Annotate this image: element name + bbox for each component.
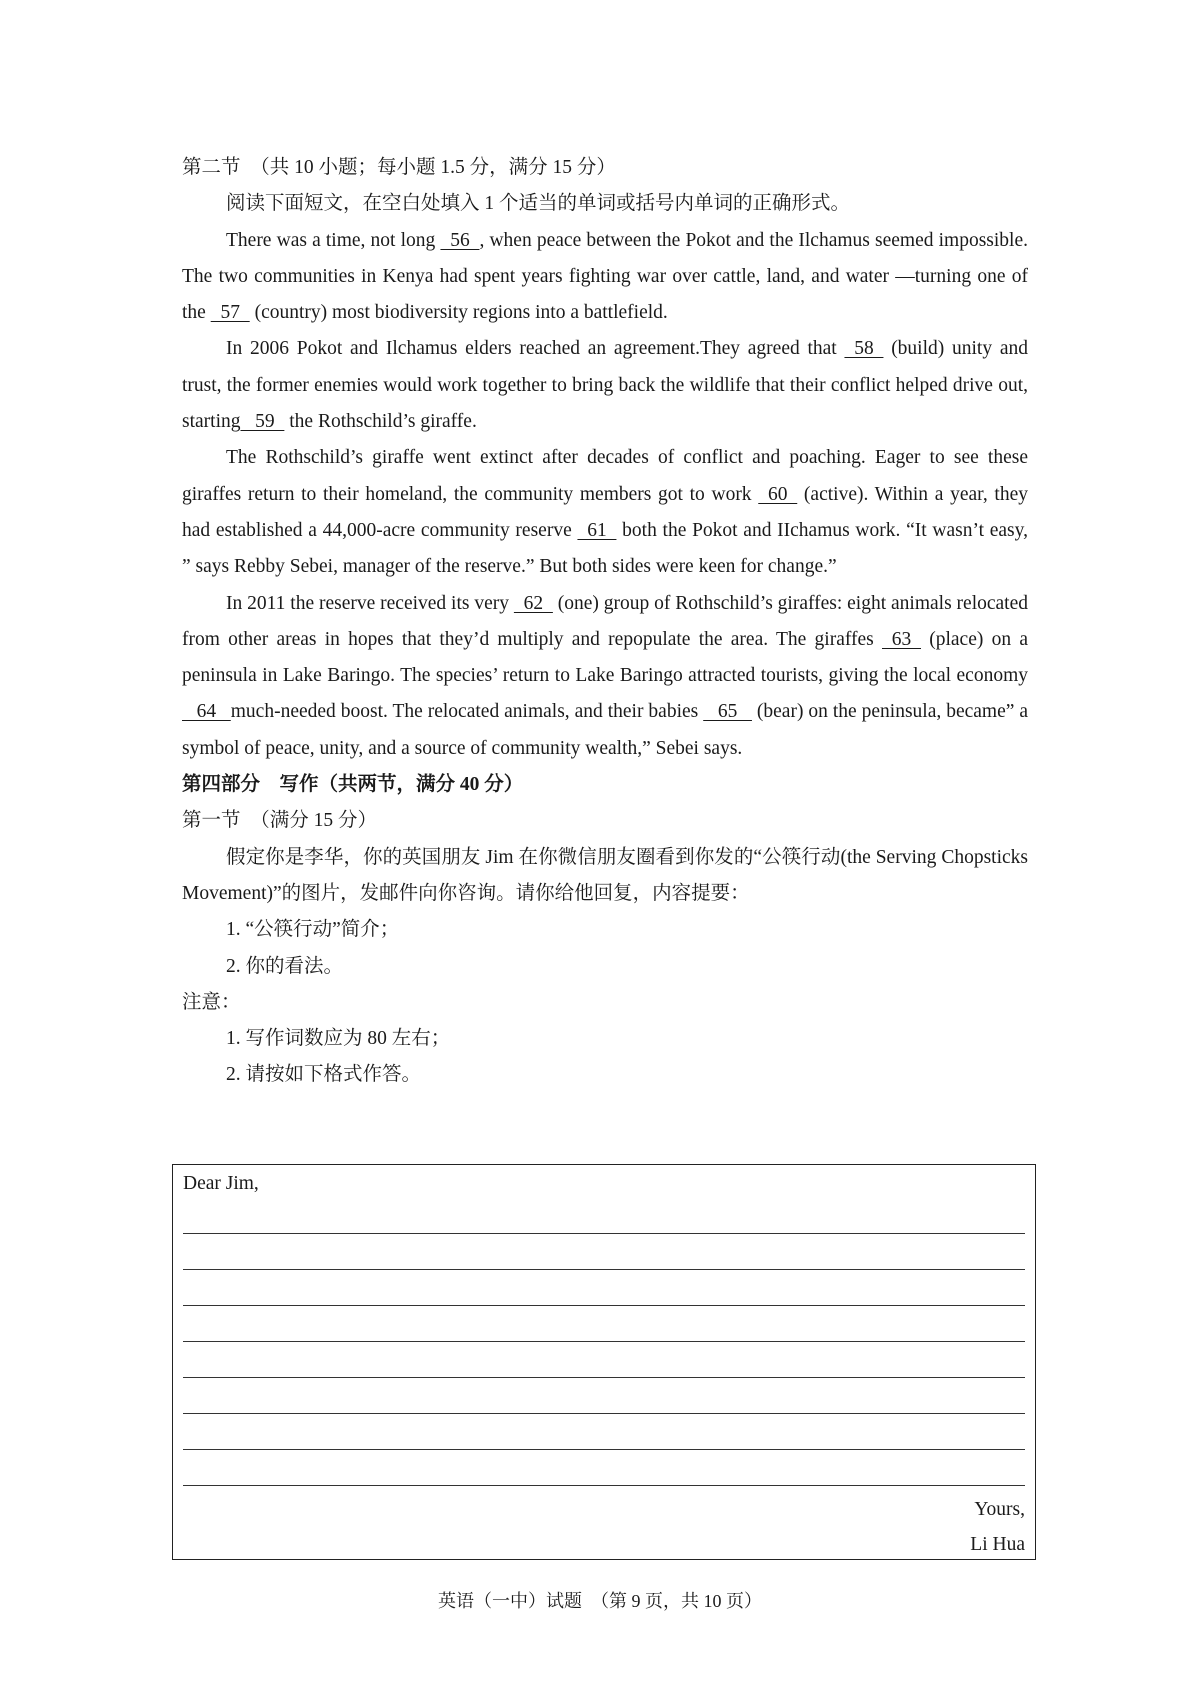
blank-59: 59 bbox=[240, 411, 285, 433]
passage-paragraph-2 bbox=[182, 331, 1028, 440]
writing-prompt: 假定你是李华，你的英国朋友 Jim 在你微信朋友圈看到你发的“公筷行动(the Serving Chopsticks Movement)”的图片，发邮件向你咨询。请你给他回复，内容提要： bbox=[182, 846, 1028, 904]
writing-line[interactable] bbox=[183, 1269, 1025, 1270]
blank-64: 64 bbox=[182, 701, 231, 723]
page-footer: 英语（一中）试题 （第 9 页，共 10 页） bbox=[438, 1591, 762, 1611]
exam-page-content bbox=[182, 150, 1028, 1094]
passage-text: (one) group of Rothschild’s giraffes: eight animals relocated from other areas in hopes that they’d multiply and repopulate the area. The giraffes bbox=[182, 592, 1029, 650]
writing-line[interactable] bbox=[183, 1341, 1025, 1342]
writing-line[interactable] bbox=[183, 1233, 1025, 1234]
letter-greeting: Dear Jim, bbox=[183, 1173, 259, 1194]
writing-line[interactable] bbox=[183, 1449, 1025, 1450]
passage-paragraph-1 bbox=[182, 223, 1028, 332]
blank-63: 63 bbox=[882, 628, 921, 650]
blank-65: 65 bbox=[703, 701, 752, 723]
blank-56: 56 bbox=[440, 229, 480, 251]
blank-62: 62 bbox=[513, 592, 553, 614]
letter-signature: Li Hua bbox=[970, 1534, 1025, 1555]
blank-57: 57 bbox=[210, 302, 250, 324]
passage-text: , when peace between the Pokot and the Ilchamus seemed impossible. The two communities in Kenya had spent years fighting war over cattle, land, and water —turning one of the bbox=[182, 229, 1028, 324]
writing-line[interactable] bbox=[183, 1413, 1025, 1414]
passage-text: In 2011 the reserve received its very bbox=[226, 592, 514, 614]
passage-text: (country) most biodiversity regions into a battlefield. bbox=[249, 302, 668, 324]
writing-line[interactable] bbox=[183, 1305, 1025, 1306]
writing-line[interactable] bbox=[183, 1485, 1025, 1486]
passage-text: (bear) on the peninsula, became” a symbol of peace, unity, and a source of community wealth,” Sebei says. bbox=[182, 701, 1028, 759]
blank-61: 61 bbox=[577, 519, 617, 541]
passage-text: (place) on a peninsula in Lake Baringo. The species’ return to Lake Baringo attracted tourists, giving the local economy bbox=[182, 628, 1029, 687]
blank-58: 58 bbox=[844, 338, 884, 360]
passage-text: There was a time, not long bbox=[226, 229, 441, 251]
writing-section-heading: 第一节 （满分 15 分） bbox=[182, 810, 378, 832]
note-item: 2. 请按如下格式作答。 bbox=[226, 1064, 422, 1086]
passage-paragraph-4 bbox=[182, 586, 1028, 767]
writing-line[interactable] bbox=[183, 1377, 1025, 1378]
passage-text: In 2006 Pokot and Ilchamus elders reached an agreement.They agreed that bbox=[226, 338, 845, 360]
passage-paragraph-3 bbox=[182, 440, 1028, 585]
passage-text: (active). Within a year, they had established a 44,000-acre community reserve bbox=[182, 483, 1028, 541]
passage-text: both the Pokot and IIchamus work. “It wasn’t easy, ” says Rebby Sebei, manager of the reserve.” But both sides were keen for change.” bbox=[182, 519, 1028, 578]
content-point: 1. “公筷行动”简介； bbox=[226, 919, 400, 941]
note-item: 1. 写作词数应为 80 左右； bbox=[226, 1028, 451, 1050]
part-heading: 第四部分 写作（共两节，满分 40 分） bbox=[182, 774, 524, 796]
passage-text: The Rothschild’s giraffe went extinct after decades of conflict and poaching. Eager to see these giraffes return to their homeland, the community members got to work bbox=[182, 447, 1028, 505]
notes-label: 注意： bbox=[182, 991, 241, 1013]
letter-closing: Yours, bbox=[974, 1499, 1025, 1520]
section-heading: 第二节 （共 10 小题；每小题 1.5 分，满分 15 分） bbox=[182, 157, 616, 178]
passage-text: the Rothschild’s giraffe. bbox=[284, 411, 477, 433]
answer-box bbox=[172, 1164, 1036, 1560]
blank-60: 60 bbox=[758, 483, 798, 505]
passage-text: (build) unity and trust, the former enemies would work together to bring back the wildlife that their conflict helped drive out, starting bbox=[182, 338, 1028, 433]
passage-text: much-needed boost. The relocated animals, and their babies bbox=[230, 701, 704, 723]
content-point: 2. 你的看法。 bbox=[226, 955, 344, 977]
section-instruction: 阅读下面短文，在空白处填入 1 个适当的单词或括号内单词的正确形式。 bbox=[226, 193, 851, 215]
